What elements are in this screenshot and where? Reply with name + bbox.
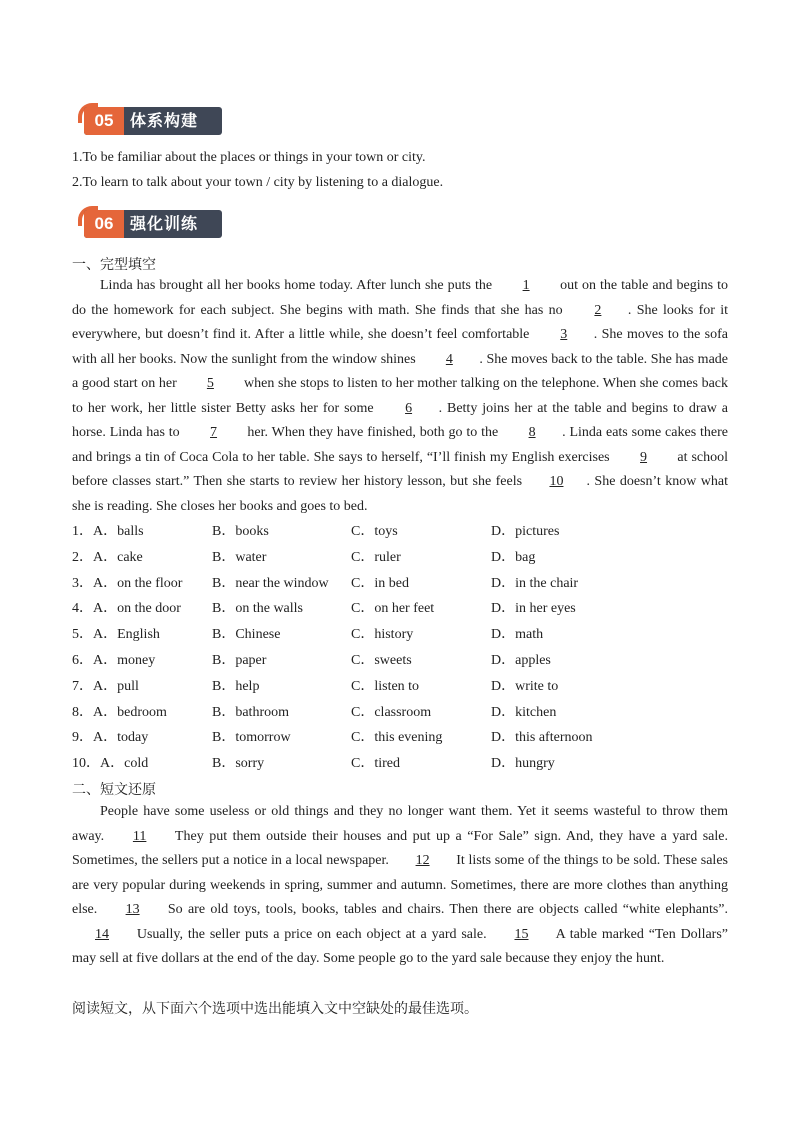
option-c: C．in bed [351,575,409,591]
passage-text: So are old toys, tools, books, tables and chairs. Then there are objects called “white elephants”. [162,902,729,917]
option-a: 4．A．on the door [72,601,181,617]
answer-blank: 8 [528,425,536,440]
section-title: 体系构建 [130,111,199,130]
question-row [72,622,728,648]
option-a: 7．A．pull [72,678,139,694]
question-row [72,674,728,700]
option-b: B．on the walls [212,601,303,617]
passage-text: . She moves back to the table. She has made a good start on her [72,351,728,391]
passage-text: They put them outside their houses and put up a “For Sale” sign. And, they have a yard sale. Sometimes, the sellers put a notice in a local newspaper. [72,828,728,868]
part1-heading: 一、完型填空 [72,257,156,273]
option-a: 10．A．cold [72,756,149,772]
passage-text: out on the table and begins to do the homework for each subject. She begins with math. She finds that she has no [72,278,728,318]
answer-blank: 2 [594,302,602,318]
option-a: 2．A．cake [72,549,143,565]
answer-blank: 15 [514,926,529,942]
passage-text: Linda has brought all her books home today. After lunch she puts the [100,278,497,293]
option-a: 6．A．money [72,652,156,668]
instruction-text: 阅读短文，从下面六个选项中选出能填入文中空缺处的最佳选项。 [72,1001,478,1017]
objective-1: 1.To be familiar about the places or things in your town or city. [72,150,426,165]
option-c: C．classroom [351,704,432,720]
option-d: D．this afternoon [491,730,593,746]
section-05-badge [78,103,224,139]
option-a: 3．A．on the floor [72,575,183,591]
question-row [72,751,728,777]
answer-blank: 5 [206,376,214,391]
option-d: D．in the chair [491,575,579,591]
option-c: C．toys [351,524,398,539]
option-d: D．apples [491,652,551,668]
option-c: C．tired [351,756,400,772]
option-a: 9．A．today [72,730,149,746]
passage-text: People have some useless or old things and they no longer want them. Yet it seems wasteful to throw them away. [72,804,728,844]
answer-blank: 14 [95,926,109,942]
cloze-passage [72,274,728,519]
cloze-options [72,519,728,777]
option-b: B．paper [212,652,267,668]
passage-text: . She doesn’t know what she is reading. She closes her books and goes to bed. [72,474,728,514]
option-c: C．history [351,627,414,643]
passage-text: . She moves to the sofa with all her books. Now the sunlight from the window shines [72,327,728,367]
option-d: D．pictures [491,524,560,539]
option-d: D．math [491,627,544,643]
passage-text: when she stops to listen to her mother talking on the telephone. When she comes back to her work, her little sister Betty asks her for some [72,376,728,416]
section-title: 强化训练 [130,214,199,233]
option-b: B．help [212,678,260,694]
section-number: 06 [84,210,124,238]
passage-text: A table marked “Ten Dollars” may sell at five dollars at the end of the day. Some people go to the yard sale because they enjoy the hunt. [72,926,728,966]
objective-2: 2.To learn to talk about your town / city by listening to a dialogue. [72,175,444,190]
question-row [72,571,728,597]
passage-text: her. When they have finished, both go to the [243,425,503,440]
answer-blank: 4 [445,351,453,367]
answer-blank: 6 [405,400,413,416]
passage-text: It lists some of the things to be sold. These sales are very popular during weekends in spring, summer and autumn. Sometimes, there are more clothes than anything else. [72,853,728,917]
passage-text: Usually, the seller puts a price on each object at a yard sale. [132,926,492,942]
option-c: C．listen to [351,678,420,694]
question-row [72,700,728,726]
option-c: C．on her feet [351,601,435,617]
option-b: B．Chinese [212,627,281,643]
option-b: B．near the window [212,575,329,591]
option-c: C．ruler [351,549,401,565]
answer-blank: 1 [522,278,530,293]
option-c: C．sweets [351,652,412,668]
option-d: D．kitchen [491,704,557,720]
answer-blank: 9 [640,449,648,465]
option-d: D．in her eyes [491,601,576,617]
option-d: D．bag [491,549,536,565]
answer-blank: 10 [549,474,564,489]
question-row [72,648,728,674]
answer-blank: 11 [132,828,147,844]
answer-blank: 13 [125,902,140,917]
option-c: C．this evening [351,730,443,746]
section-06-badge [78,206,224,242]
answer-blank: 3 [560,327,568,342]
answer-blank: 12 [415,853,430,868]
answer-blank: 7 [210,425,218,440]
question-row [72,519,728,545]
section-number: 05 [84,107,124,135]
option-b: B．tomorrow [212,730,291,746]
option-b: B．bathroom [212,704,289,720]
passage-text: . She looks for it everywhere, but doesn’t find it. After a little while, she doesn’t feel comfortable [72,302,728,342]
passage-text: at school before classes start.” Then she starts to review her history lesson, but she feels [72,449,728,489]
passage-text: . Betty joins her at the table and begins to draw a horse. Linda has to [72,400,728,440]
option-a: 8．A．bedroom [72,704,167,720]
option-b: B．books [212,524,269,539]
option-d: D．write to [491,678,559,694]
option-a: 5．A．English [72,627,160,643]
option-b: B．water [212,549,267,565]
option-b: B．sorry [212,756,265,772]
passage-text: . Linda eats some cakes there and brings a tin of Coca Cola to her table. She says to herself, “I’ll finish my English exercises [72,425,728,465]
option-d: D．hungry [491,756,555,772]
reading-passage [72,800,728,972]
option-a: 1．A．balls [72,524,144,539]
question-row [72,596,728,622]
question-row [72,725,728,751]
question-row [72,545,728,571]
part2-heading: 二、短文还原 [72,782,156,798]
